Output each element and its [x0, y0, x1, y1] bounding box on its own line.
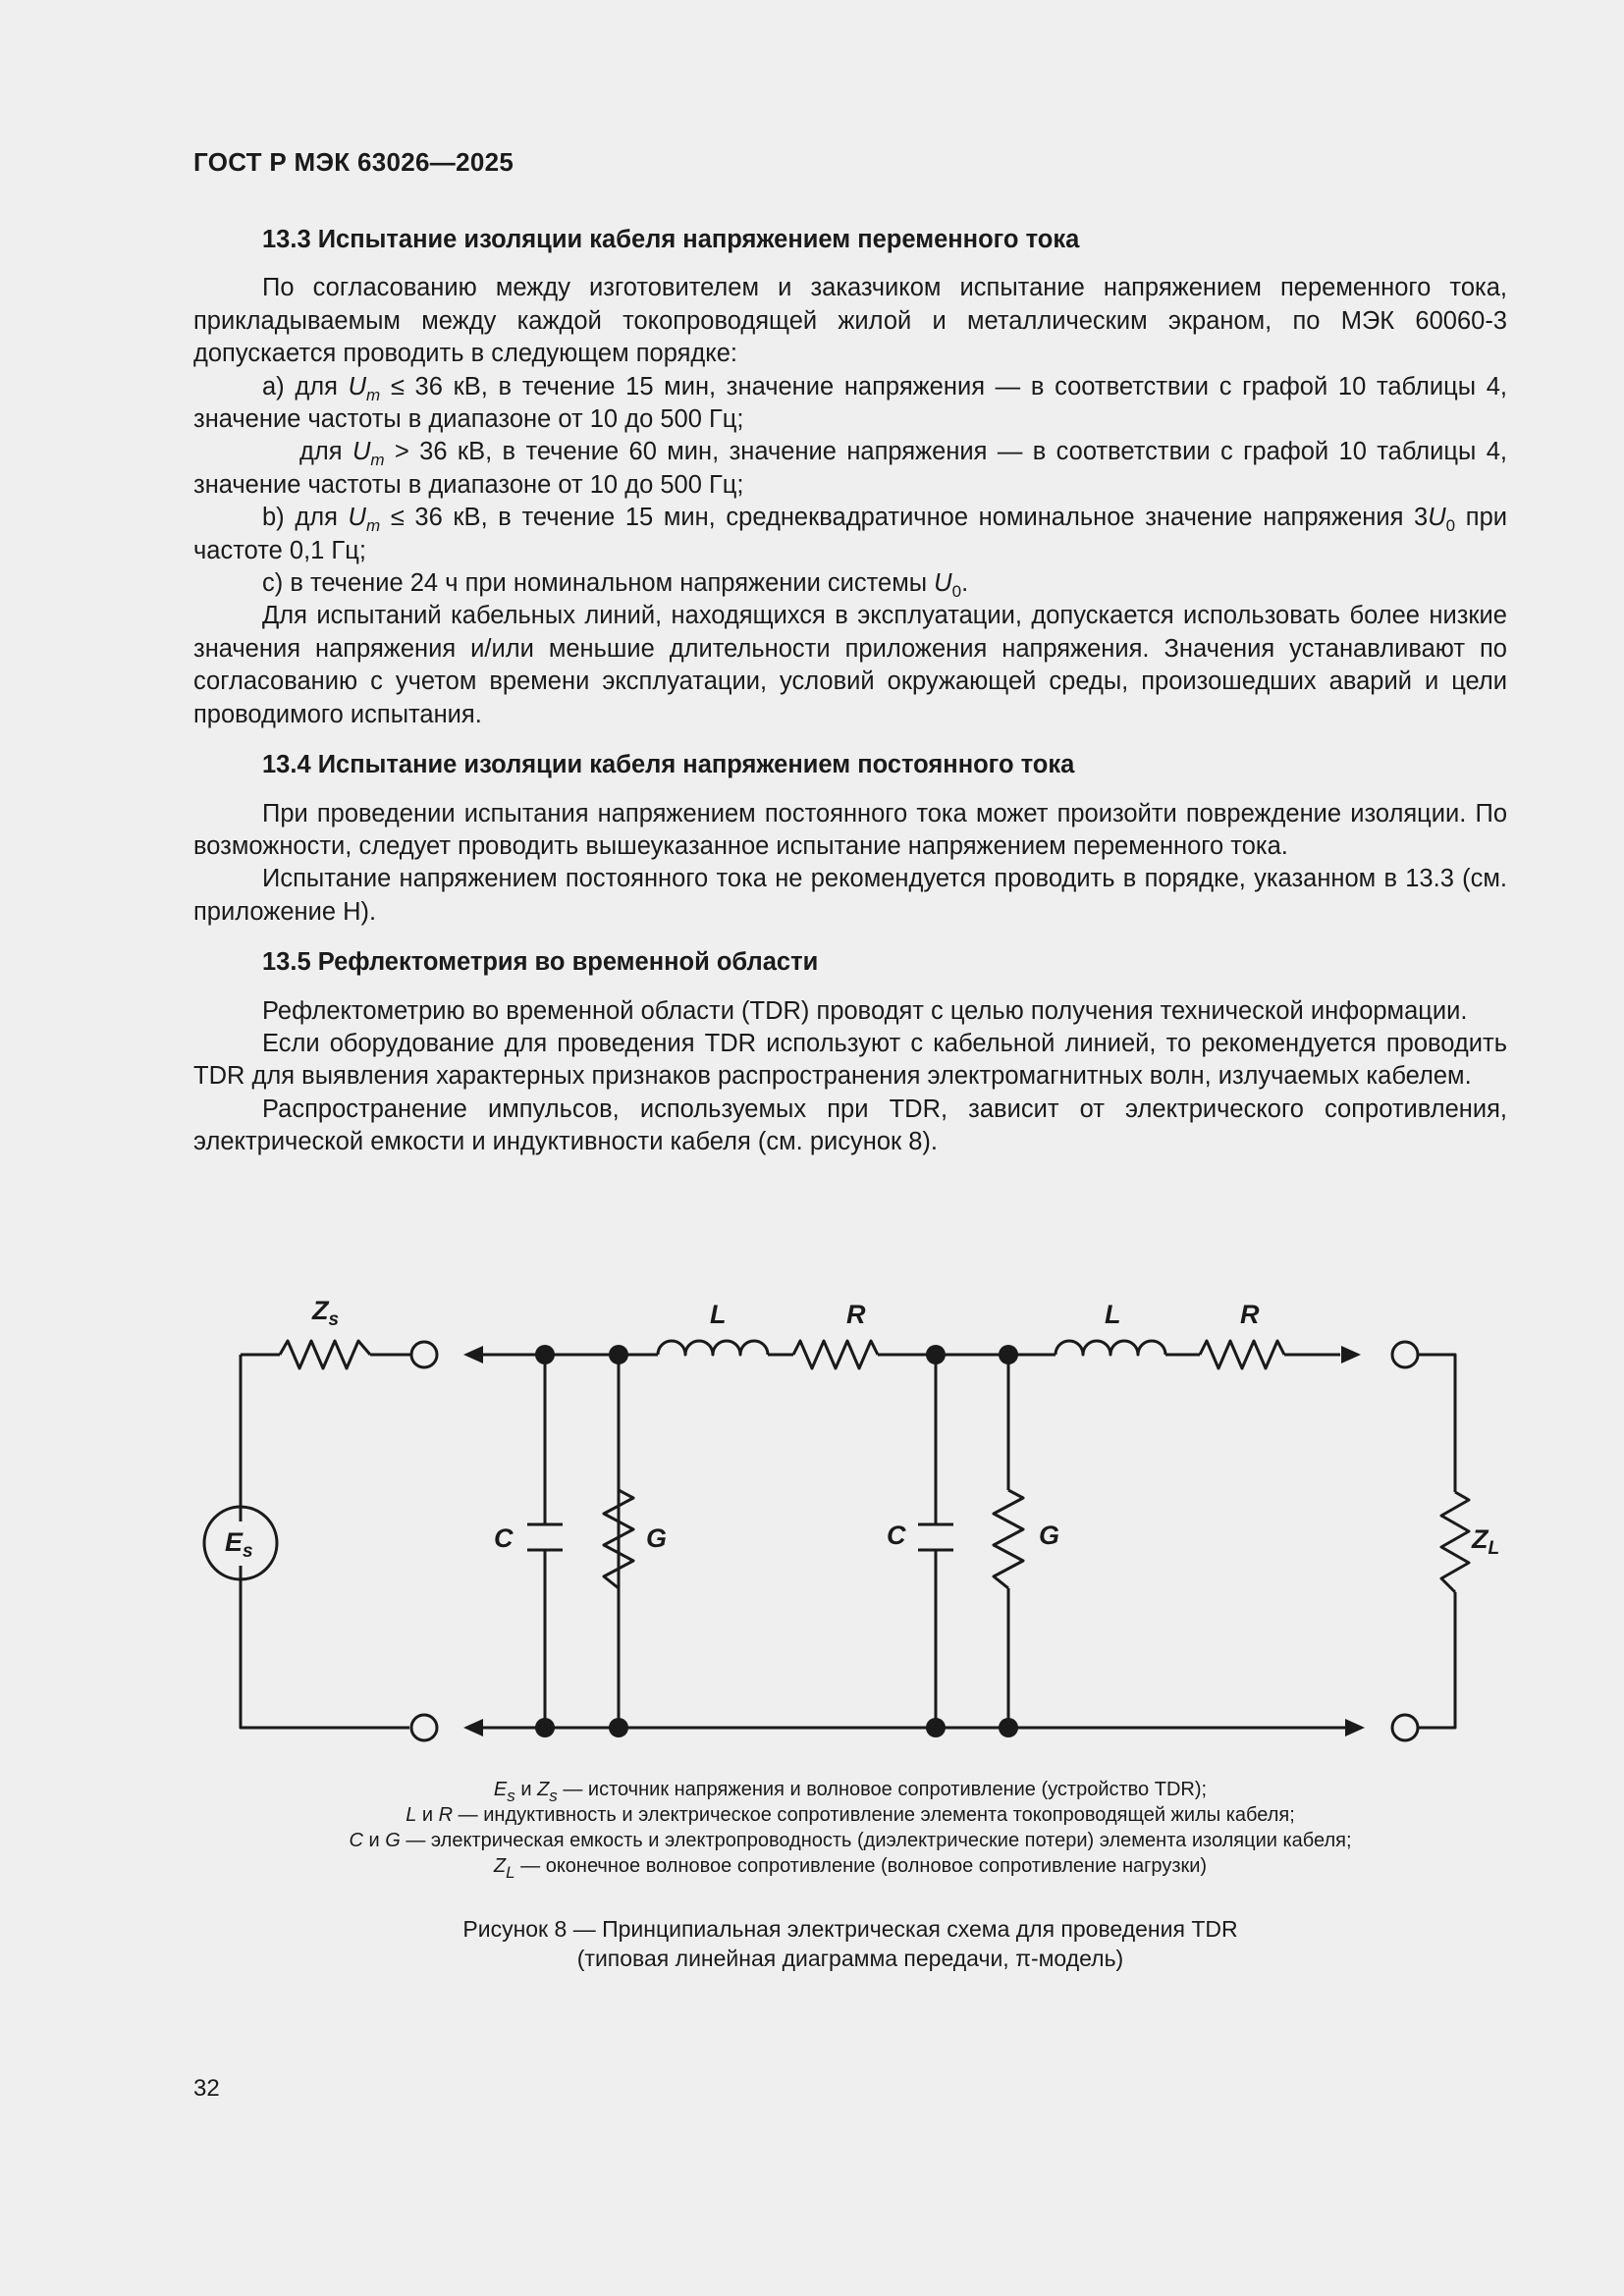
- legend-line: L и R — индуктивность и электрическое сопротивление элемента токопроводящей жилы кабеля;: [406, 1804, 1295, 1826]
- paragraph: При проведении испытания напряжением постоянного тока может произойти повреждение изоляции. По возможности, следует проводить вышеуказанное испытание напряжением переменного тока.: [193, 799, 1507, 860]
- label-r1: R: [846, 1300, 866, 1329]
- capacitor-c2: [918, 1524, 953, 1550]
- label-c2: C: [887, 1521, 906, 1550]
- section-13-5-title: 13.5 Рефлектометрия во временной области: [262, 948, 819, 977]
- label-g2: G: [1039, 1521, 1060, 1550]
- legend-line: $Z_L$ — оконечное волновое сопротивление (волновое сопротивление нагрузки): [493, 1855, 1208, 1882]
- list-item-c: c) в течение 24 ч при номинальном напряжении системы $U_0$.: [262, 569, 969, 602]
- body-text: [193, 224, 1507, 1159]
- label-c1: C: [494, 1523, 514, 1553]
- inductor-l2: [1056, 1341, 1165, 1355]
- resistor-r2: [1200, 1341, 1284, 1368]
- paragraph: Испытание напряжением постоянного тока не рекомендуется проводить в порядке, указанном в 13.3 (см. приложение Н).: [193, 865, 1507, 926]
- page-number: 32: [193, 2075, 220, 2102]
- resistor-r1: [793, 1341, 878, 1368]
- paragraph: Если оборудование для проведения TDR используют с кабельной линией, то рекомендуется проводить TDR для выявления характерных признаков распространения электромагнитных волн, излучаемых кабелем.: [193, 1029, 1507, 1091]
- label-l2: L: [1105, 1300, 1121, 1329]
- paragraph: По согласованию между изготовителем и заказчиком испытание напряжением переменного тока, прикладываемым между каждой токопроводящей жилой и металлическим экраном, по МЭК 60060-3 допускается проводить в следующем порядке:: [193, 274, 1507, 368]
- document-header: ГОСТ Р МЭК 63026—2025: [193, 147, 514, 177]
- label-zs: $Z_s$: [312, 1296, 340, 1330]
- caption-line-2: (типовая линейная диаграмма передачи, π-модель): [576, 1946, 1124, 1971]
- section-13-3-title: 13.3 Испытание изоляции кабеля напряжением переменного тока: [262, 226, 1080, 253]
- legend-line: C и G — электрическая емкость и электропроводность (диэлектрические потери) элемента изоляции кабеля;: [349, 1830, 1352, 1851]
- label-es: $E_s$: [225, 1527, 253, 1562]
- label-r2: R: [1240, 1300, 1260, 1329]
- list-item-a1: a) для $U_m \le 36$ кВ, в течение 15 мин, значение напряжения — в соответствии с графой 10 таблицы 4, значение частоты в диапазоне от 10 до 500 Гц;: [193, 372, 1507, 434]
- figure-caption: [193, 1914, 1507, 1973]
- paragraph: Распространение импульсов, используемых при TDR, зависит от электрического сопротивления, электрической емкости и индуктивности кабеля (см. рисунок 8).: [193, 1095, 1507, 1156]
- caption-line-1: Рисунок 8 — Принципиальная электрическая схема для проведения TDR: [462, 1916, 1238, 1942]
- tdr-circuit-diagram: [187, 1276, 1500, 1757]
- label-g1: G: [646, 1523, 668, 1553]
- paragraph: Рефлектометрию во временной области (TDR) проводят с целью получения технической информации.: [262, 996, 1468, 1025]
- figure-legend: [193, 1777, 1507, 1882]
- resistor-zs: [280, 1341, 370, 1368]
- label-zl: $Z_L$: [1472, 1524, 1500, 1559]
- legend-line: $E_s$ и $Z_s$ — источник напряжения и волновое сопротивление (устройство TDR);: [493, 1779, 1208, 1805]
- label-l1: L: [710, 1300, 727, 1329]
- capacitor-c1: [527, 1524, 563, 1550]
- list-item-b: b) для $U_m \le 36$ кВ, в течение 15 мин, среднеквадратичное номинальное значение напряжения $3U_0$ при частоте 0,1 Гц;: [193, 504, 1507, 564]
- inductor-l1: [658, 1341, 768, 1355]
- section-13-4-title: 13.4 Испытание изоляции кабеля напряжением постоянного тока: [262, 751, 1075, 779]
- list-item-a2: для $U_m > 36$ кВ, в течение 60 мин, значение напряжения — в соответствии с графой 10 таблицы 4, значение частоты в диапазоне от 10 до 500 Гц;: [193, 438, 1508, 499]
- resistor-g2: [994, 1490, 1023, 1588]
- resistor-zl: [1441, 1492, 1469, 1592]
- paragraph: Для испытаний кабельных линий, находящихся в эксплуатации, допускается использовать более низкие значения напряжения и/или меньшие длительности приложения напряжения. Значения устанавливают по согласованию с учетом времени эксплуатации, условий окружающей среды, произошедших аварий и цели проводимого испытания.: [193, 602, 1507, 728]
